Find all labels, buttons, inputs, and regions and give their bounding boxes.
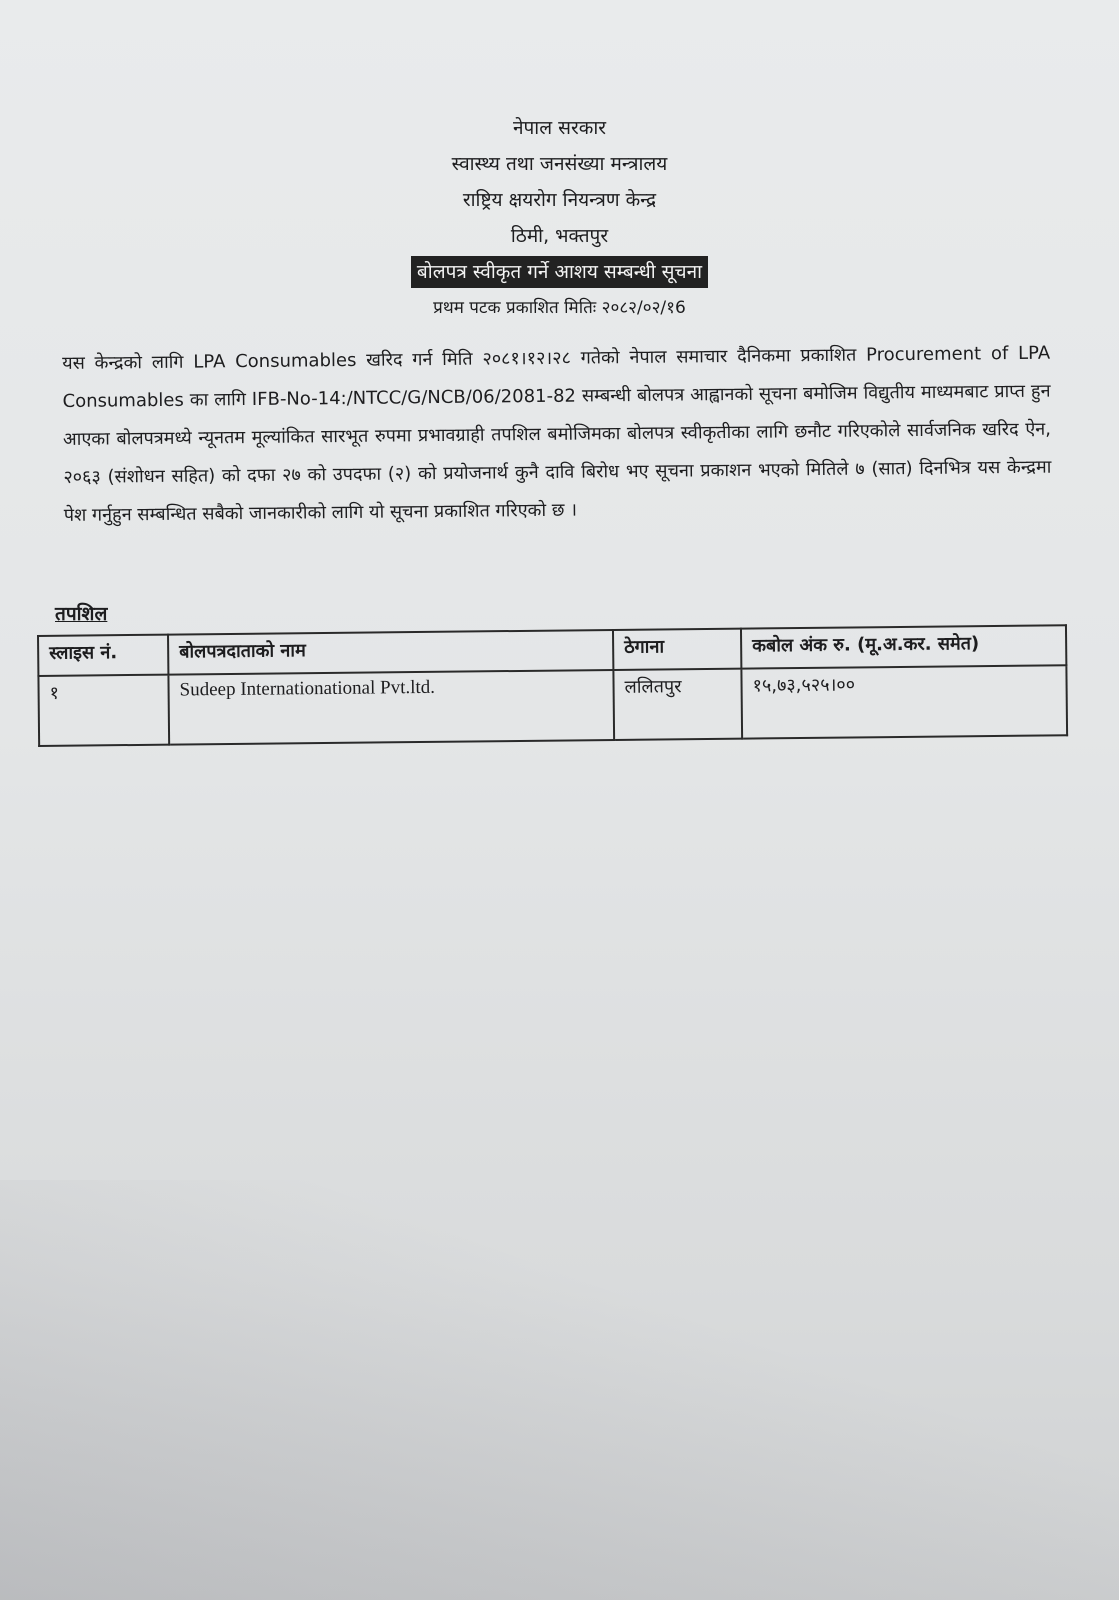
paper-shadow: [0, 1180, 1119, 1600]
government-name: नेपाल सरकार: [512, 117, 607, 139]
publish-date: प्रथम पटक प्रकाशित मितिः २०८२/०२/१6: [433, 298, 686, 318]
header-serial: स्लाइस नं.: [38, 635, 168, 676]
header-bidder-name: बोलपत्रदाताको नाम: [168, 630, 613, 675]
cell-address: ललितपुर: [613, 669, 742, 740]
ministry-name: स्वास्थ्य तथा जनसंख्या मन्त्रालय: [451, 153, 668, 175]
cell-bidder-name: Sudeep Internationational Pvt.ltd.: [168, 670, 614, 745]
cell-bid-amount: १५,७३,५२५।००: [741, 665, 1067, 738]
bidder-table: [37, 624, 1066, 747]
table-row: [38, 665, 1067, 746]
details-label: तपशिल: [55, 603, 108, 625]
center-name: राष्ट्रिय क्षयरोग नियन्त्रण केन्द्र: [462, 189, 657, 211]
notice-paragraph: यस केन्द्रको लागि LPA Consumables खरिद गर्न मिति २०८१।१२।२८ गतेको नेपाल समाचार दैनिकमा प्रकाशित Procurement of LPA Consumables का लागि IFB-No-14:/NTCC/G/NCB/06/2081-82 सम्बन्धी बोलपत्र आह्वानको सूचना बमोजिम विद्युतीय माध्यमबाट प्राप्त हुन आएका बोलपत्रमध्ये न्यूनतम मूल्यांकित सारभूत रुपमा प्रभावग्राही तपशिल बमोजिमका बोलपत्र स्वीकृतीका लागि छनौट गरिएकोले सार्वजनिक खरिद ऐन, २०६३ (संशोधन सहित) को दफा २७ को उपदफा (२) को प्रयोजनार्थ कुनै दावि बिरोध भए सूचना प्रकाशन भएको मितिले ७ (सात) दिनभित्र यस केन्द्रमा पेश गर्नुहुन सम्बन्धित सबैको जानकारीको लागि यो सूचना प्रकाशित गरिएको छ ।: [62, 342, 1052, 526]
header-bid-amount: कबोल अंक रु. (मू.अ.कर. समेत): [741, 625, 1066, 668]
office-location: ठिमी, भक्तपुर: [510, 225, 609, 247]
cell-serial: १: [38, 675, 169, 746]
header-address: ठेगाना: [613, 629, 741, 670]
notice-title: बोलपत्र स्वीकृत गर्ने आशय सम्बन्धी सूचना: [411, 256, 708, 288]
letterhead: [0, 110, 1119, 326]
